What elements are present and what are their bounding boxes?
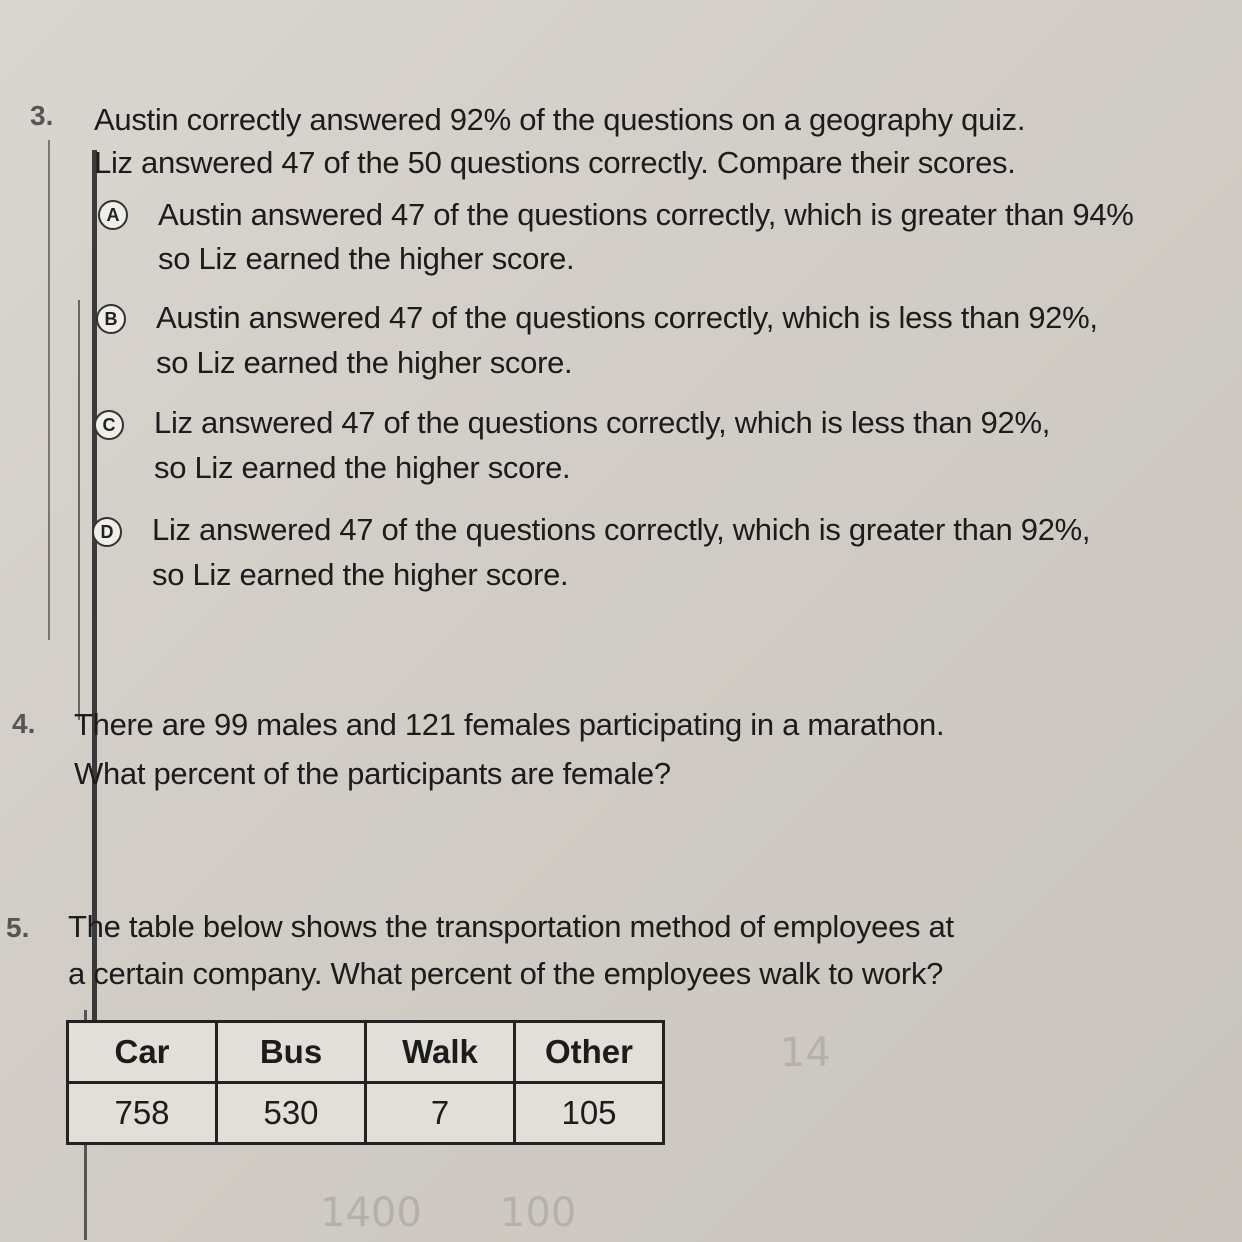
question-number: 5. bbox=[6, 912, 30, 943]
choice-c-line1: Liz answered 47 of the questions correctly, which is less than 92%, bbox=[154, 405, 1051, 440]
question-number: 3. bbox=[30, 100, 54, 131]
binding-line bbox=[78, 300, 80, 720]
table-header-cell: Car bbox=[68, 1022, 217, 1083]
choice-bubble-a[interactable]: A bbox=[98, 200, 128, 230]
table-cell: 530 bbox=[217, 1083, 366, 1144]
choice-b-line1: Austin answered 47 of the questions correctly, which is less than 92%, bbox=[156, 300, 1098, 335]
binding-line bbox=[48, 140, 50, 640]
choice-bubble-c[interactable]: C bbox=[94, 410, 124, 440]
table-header-row bbox=[68, 1022, 664, 1083]
question-text-line: The table below shows the transportation method of employees at bbox=[68, 909, 954, 944]
question-text-line: There are 99 males and 121 females participating in a marathon. bbox=[74, 707, 945, 742]
table-header-cell: Walk bbox=[366, 1022, 515, 1083]
pencil-mark: 14 bbox=[780, 1030, 831, 1076]
choice-c-line2: so Liz earned the higher score. bbox=[154, 450, 571, 485]
choice-a-line1: Austin answered 47 of the questions correctly, which is greater than 94% bbox=[158, 197, 1134, 232]
question-text-line: What percent of the participants are female? bbox=[74, 756, 671, 791]
binding-line bbox=[92, 150, 97, 1030]
table-cell: 105 bbox=[515, 1083, 664, 1144]
pencil-mark: 1400 bbox=[320, 1190, 422, 1236]
table-cell: 758 bbox=[68, 1083, 217, 1144]
pencil-mark: 100 bbox=[500, 1190, 577, 1236]
table-row bbox=[68, 1083, 664, 1144]
choice-b-line2: so Liz earned the higher score. bbox=[156, 345, 573, 380]
choice-d-line2: so Liz earned the higher score. bbox=[152, 557, 569, 592]
question-number: 4. bbox=[12, 708, 36, 739]
choice-bubble-b[interactable]: B bbox=[96, 304, 126, 334]
table-header-cell: Other bbox=[515, 1022, 664, 1083]
choice-d-line1: Liz answered 47 of the questions correctly, which is greater than 92%, bbox=[152, 512, 1091, 547]
table-header-cell: Bus bbox=[217, 1022, 366, 1083]
question-text-line: Liz answered 47 of the 50 questions correctly. Compare their scores. bbox=[94, 145, 1016, 180]
question-text-line: a certain company. What percent of the employees walk to work? bbox=[68, 956, 944, 991]
transportation-table bbox=[66, 1020, 665, 1145]
table-cell: 7 bbox=[366, 1083, 515, 1144]
choice-a-line2: so Liz earned the higher score. bbox=[158, 241, 575, 276]
choice-bubble-d[interactable]: D bbox=[92, 517, 122, 547]
question-text-line: Austin correctly answered 92% of the questions on a geography quiz. bbox=[94, 102, 1026, 137]
